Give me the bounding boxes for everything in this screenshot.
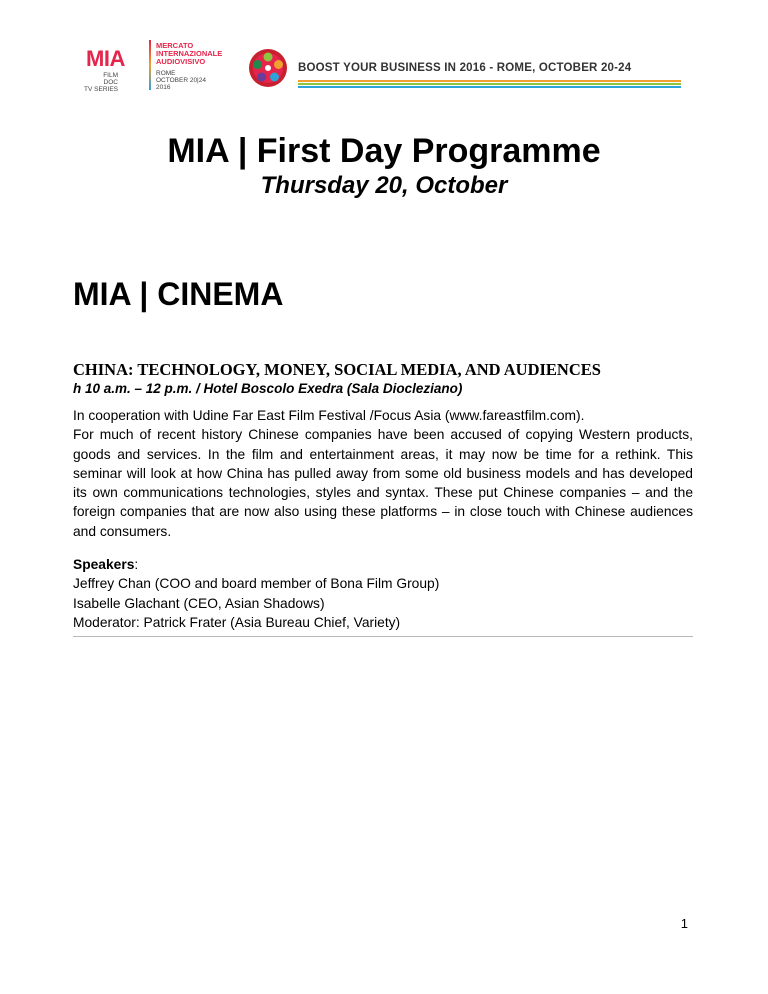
section-heading: MIA | CINEMA: [73, 276, 284, 312]
event-intro: In cooperation with Udine Far East Film Festival /Focus Asia (www.fareastfilm.com).: [73, 408, 585, 423]
event-block: [73, 360, 693, 637]
mercato-line: AUDIOVISIVO: [156, 57, 206, 66]
rome-line: ROME: [156, 70, 176, 77]
rome-dates: [156, 70, 206, 91]
tagline: BOOST YOUR BUSINESS IN 2016 - ROME, OCTOBER 20-24: [298, 62, 632, 74]
color-stripes: [298, 80, 681, 89]
rome-line: 2016: [156, 84, 171, 91]
page-title: MIA | First Day Programme: [167, 132, 601, 170]
event-description-text: For much of recent history Chinese companies have been accused of copying Western products, goods and services. In the film and entertainment areas, it may now be time for a rethink. This seminar will look at how China has pulled away from some old business models and has developed its own communications technologies, styles and syntax. These put Chinese companies – and the foreign companies that are now also using these platforms – in close touch with Chinese audiences and consumers.: [73, 427, 693, 539]
speakers-list: Speakers: Jeffrey Chan (COO and board member of Bona Film Group) Isabelle Glachant (CEO, Asian Shadows) Moderator: Patrick Frater (Asia Bureau Chief, Variety): [73, 555, 693, 632]
logo-sub-line: TV SERIES: [84, 86, 118, 93]
film-reel-icon: [248, 48, 288, 88]
logo-subtitle: [78, 72, 118, 93]
mia-logo: MIA: [86, 46, 125, 71]
logo-divider: [149, 40, 151, 90]
speaker-item: Moderator: Patrick Frater (Asia Bureau Chief, Variety): [73, 614, 401, 630]
page-subtitle: Thursday 20, October: [260, 172, 508, 199]
divider-line: [73, 636, 693, 637]
speakers-label: Speakers: [73, 557, 135, 573]
page-number: 1: [680, 916, 688, 931]
event-description: [73, 406, 693, 541]
event-time-place: h 10 a.m. – 12 p.m. / Hotel Boscolo Exedra (Sala Diocleziano): [73, 381, 463, 396]
event-title: CHINA: TECHNOLOGY, MONEY, SOCIAL MEDIA, AND AUDIENCES: [73, 360, 601, 379]
mercato-line: MERCATO: [156, 41, 194, 50]
mercato-line: INTERNAZIONALE: [156, 49, 223, 58]
rome-line: OCTOBER 20|24: [156, 77, 206, 84]
logo-sub-line: DOC: [103, 79, 118, 86]
speaker-item: Jeffrey Chan (COO and board member of Bona Film Group): [73, 576, 440, 592]
speaker-item: Isabelle Glachant (CEO, Asian Shadows): [73, 595, 325, 611]
mercato-text: [156, 42, 222, 66]
header-banner: [86, 40, 686, 96]
logo-sub-line: FILM: [103, 72, 118, 79]
